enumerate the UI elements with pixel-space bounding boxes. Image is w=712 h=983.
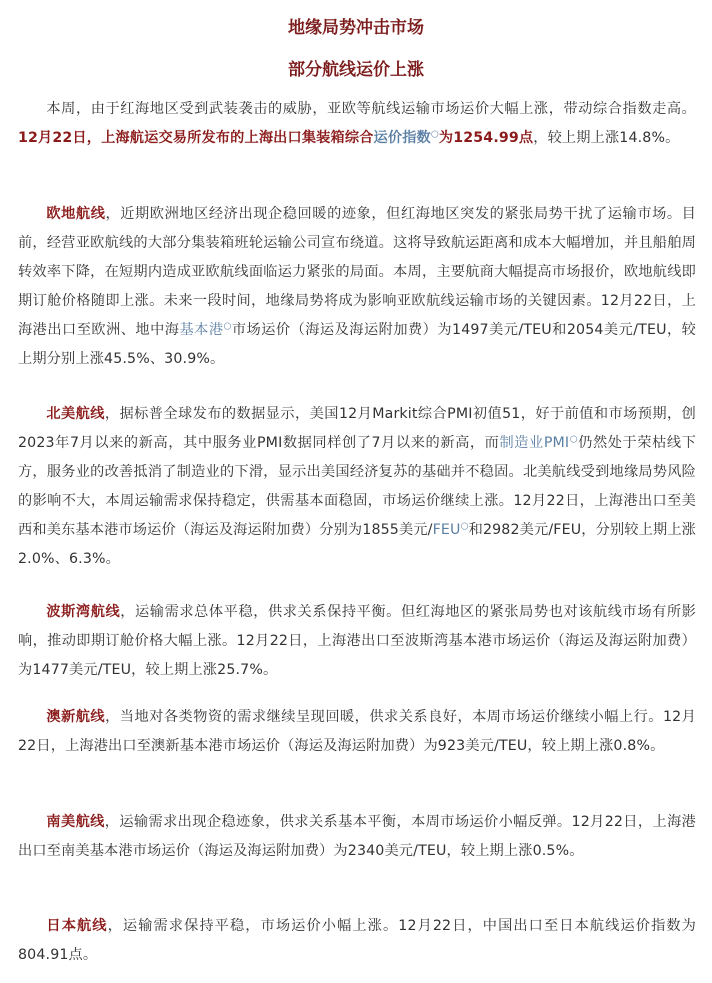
- intro-index-value: 为1254.99点: [438, 130, 534, 146]
- north-america-route-label: 北美航线: [46, 406, 105, 422]
- freight-index-link[interactable]: 运价指数: [373, 130, 431, 146]
- intro-paragraph: [18, 95, 696, 153]
- search-icon[interactable]: ○: [460, 521, 469, 532]
- anz-paragraph: [18, 703, 696, 761]
- south-america-paragraph: [18, 808, 696, 866]
- persian-gulf-route-label: 波斯湾航线: [46, 604, 121, 620]
- japan-text: ，运输需求保持平稳，市场运价小幅上涨。12月22日，中国出口至日本航线运价指数为804.91点。: [18, 918, 696, 963]
- japan-paragraph: [18, 912, 696, 970]
- intro-highlight: 12月22日，上海航运交易所发布的上海出口集装箱综合: [18, 130, 374, 146]
- persian-gulf-text: ，运输需求总体平稳，供求关系保持平衡。但红海地区的紧张局势也对该航线市场有所影响，推动即期订舱价格大幅上涨。12月22日，上海港出口至波斯湾基本港市场运价（海运及海运附加费）为1477美元/TEU，较上期上涨25.7%。: [18, 604, 696, 678]
- manufacturing-pmi-link[interactable]: 制造业PMI: [499, 435, 570, 451]
- europe-paragraph: [18, 200, 696, 374]
- europe-route-label: 欧地航线: [46, 206, 106, 222]
- feu-link[interactable]: FEU: [432, 522, 461, 538]
- search-icon[interactable]: ○: [430, 129, 439, 140]
- north-america-text-2: 仍然处于荣枯线下方，服务业的改善抵消了制造业的下滑，显示出美国经济复苏的基础并不稳固。北美航线受到地缘局势风险的影响不大，本周运输需求保持稳定，供需基本面稳固，市场运价继续上涨。12月22日，上海港出口至美西和美东基本港市场运价（海运及海运附加费）分别为1855美元/: [18, 435, 697, 538]
- europe-rate-text: 市场运价（海运及海运附加费）为1497美元/TEU和2054美元/TEU，较上期分别上涨45.5%、30.9%。: [18, 322, 696, 367]
- south-america-route-label: 南美航线: [46, 814, 105, 830]
- search-icon[interactable]: ○: [223, 321, 232, 332]
- article-subtitle: 部分航线运价上涨: [288, 60, 424, 80]
- persian-gulf-paragraph: [18, 598, 696, 685]
- japan-route-label: 日本航线: [46, 918, 108, 934]
- intro-change-text: ，较上期上涨14.8%。: [533, 130, 680, 146]
- north-america-rate-text: 和2982美元/FEU，分别较上期上涨2.0%、6.3%。: [18, 522, 697, 567]
- intro-text: 本周，由于红海地区受到武装袭击的威胁，亚欧等航线运输市场运价大幅上涨，带动综合指数走高。: [46, 101, 696, 117]
- article-title: 地缘局势冲击市场: [288, 18, 424, 38]
- search-icon[interactable]: ○: [569, 434, 579, 445]
- europe-text: ，近期欧洲地区经济出现企稳回暖的迹象，但红海地区突发的紧张局势干扰了运输市场。目前，经营亚欧航线的大部分集装箱班轮运输公司宣布绕道。这将导致航运距离和成本大幅增加，并且船舶周转效率下降，在短期内造成亚欧航线面临运力紧张的局面。本周，主要航商大幅提高市场报价，欧地航线即期订舱价格随即上涨。未来一段时间，地缘局势将成为影响亚欧航线运输市场的关键因素。12月22日，上海港出口至欧洲、地中海: [18, 206, 696, 338]
- north-america-paragraph: [18, 400, 696, 574]
- anz-text: ，当地对各类物资的需求继续呈现回暖，供求关系良好，本周市场运价继续小幅上行。12月22日，上海港出口至澳新基本港市场运价（海运及海运附加费）为923美元/TEU，较上期上涨0.8%。: [18, 709, 696, 754]
- base-port-link[interactable]: 基本港: [179, 322, 224, 338]
- anz-route-label: 澳新航线: [46, 709, 106, 725]
- south-america-text: ，运输需求出现企稳迹象，供求关系基本平衡，本周市场运价小幅反弹。12月22日，上海港出口至南美基本港市场运价（海运及海运附加费）为2340美元/TEU，较上期上涨0.5%。: [18, 814, 696, 859]
- north-america-text: ，据标普全球发布的数据显示，美国12月Markit综合PMI初值51，好于前值和市场预期，创2023年7月以来的新高，其中服务业PMI数据同样创了7月以来的新高，而: [18, 406, 696, 451]
